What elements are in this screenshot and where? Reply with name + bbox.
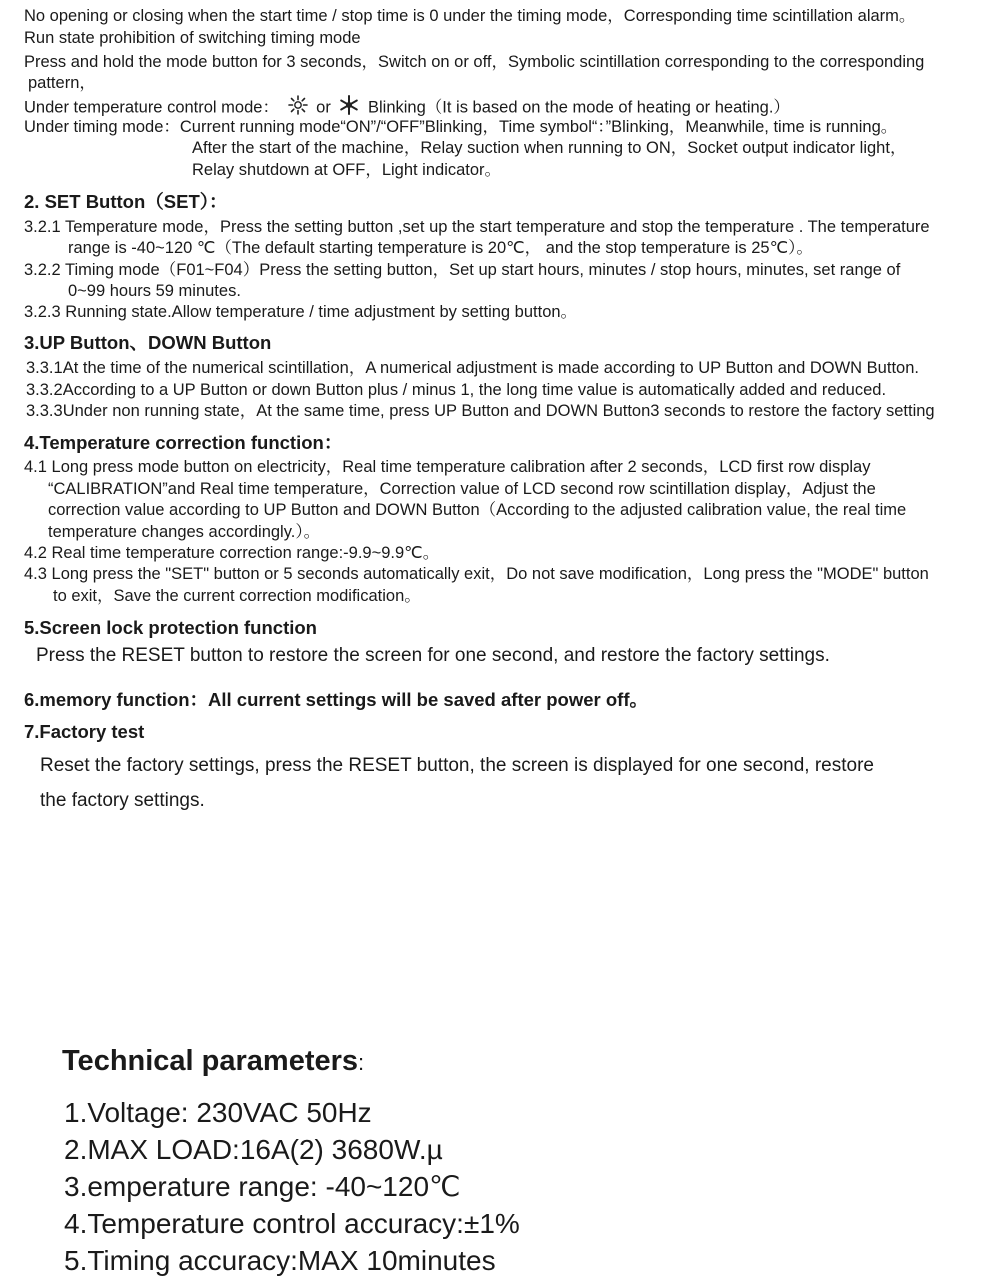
intro-temp-mode-label: Under temperature control mode： (24, 98, 279, 117)
section-heading-screen-lock: 5.Screen lock protection function (24, 617, 317, 638)
section-line: 3.2.2 Timing mode（F01~F04）Press the setting button，Set up start hours, minutes / stop hours, minutes, set range of (24, 261, 901, 279)
section-line: 4.2 Real time temperature correction range:-9.9~9.9℃。 (24, 544, 440, 562)
section-line: 0~99 hours 59 minutes. (68, 282, 241, 300)
tech-param-item: 4.Temperature control accuracy:±1% (64, 1208, 520, 1239)
section-line: Press the RESET button to restore the screen for one second, and restore the factory settings. (36, 645, 830, 666)
section-line: to exit，Save the current correction modification。 (53, 587, 421, 605)
intro-or: or (316, 98, 331, 117)
tech-params-title (62, 1045, 364, 1078)
intro-line: No opening or closing when the start time / stop time is 0 under the timing mode，Corresponding time scintillation alarm。 (24, 7, 916, 25)
section-heading-factory-test: 7.Factory test (24, 721, 145, 742)
intro-line: Press and hold the mode button for 3 seconds，Switch on or off，Symbolic scintillation corresponding to the corresponding (24, 53, 925, 71)
intro-line: Relay shutdown at OFF，Light indicator。 (192, 161, 502, 179)
intro-line: Run state prohibition of switching timing mode (24, 29, 361, 47)
section-line: 3.3.2According to a UP Button or down Button plus / minus 1, the long time value is automatically added and reduced. (26, 381, 887, 399)
section-heading-memory-function: 6.memory function：All current settings will be saved after power off。 (24, 689, 648, 710)
tech-param-item: 1.Voltage: 230VAC 50Hz (64, 1097, 372, 1128)
section-line: correction value according to UP Button and DOWN Button（According to the adjusted calibration value, the real time (48, 501, 907, 519)
section-line: “CALIBRATION”and Real time temperature，Correction value of LCD second row scintillation display，Adjust the (48, 480, 876, 498)
tech-param-item: 2.MAX LOAD:16A(2) 3680W.µ (64, 1134, 443, 1165)
intro-line: pattern， (28, 74, 96, 92)
section-line: the factory settings. (40, 790, 205, 811)
section-line: 3.3.1At the time of the numerical scintillation，A numerical adjustment is made according to UP Button and DOWN Button. (26, 359, 919, 377)
tech-params-title-colon: : (358, 1050, 365, 1075)
section-heading-temperature-correction: 4.Temperature correction function： (24, 432, 343, 453)
section-line: 4.1 Long press mode button on electricity，Real time temperature calibration after 2 seconds，LCD first row display (24, 458, 871, 476)
section-heading-up-down-button: 3.UP Button、DOWN Button (24, 332, 272, 353)
section-line: temperature changes accordingly.）。 (48, 523, 321, 541)
intro-blinking: Blinking（It is based on the mode of heating or heating.） (368, 98, 790, 117)
section-heading-set-button: 2. SET Button（SET）： (24, 191, 228, 212)
section-line: range is -40~120 ℃（The default starting temperature is 20℃， and the stop temperature is 25℃）。 (68, 239, 813, 257)
section-line: 3.2.3 Running state.Allow temperature / time adjustment by setting button。 (24, 303, 578, 321)
section-line: 3.2.1 Temperature mode，Press the setting button ,set up the start temperature and stop the temperature . The temperature (24, 218, 930, 236)
intro-line: Under timing mode：Current running mode“ON”/“OFF”Blinking，Time symbol“：”Blinking，Meanwhile, time is running。 (24, 118, 898, 136)
intro-line: After the start of the machine，Relay suction when running to ON，Socket output indicator light， (192, 139, 907, 157)
section-line: Reset the factory settings, press the RESET button, the screen is displayed for one second, restore (40, 755, 874, 776)
tech-param-item: 5.Timing accuracy:MAX 10minutes (64, 1245, 496, 1276)
tech-param-item: 3.emperature range: -40~120℃ (64, 1171, 461, 1202)
section-line: 3.3.3Under non running state，At the same time, press UP Button and DOWN Button3 seconds to restore the factory setting (26, 402, 935, 420)
section-line: 4.3 Long press the "SET" button or 5 seconds automatically exit，Do not save modification，Long press the "MODE" button (24, 565, 929, 583)
tech-params-title-text: Technical parameters (62, 1045, 359, 1077)
